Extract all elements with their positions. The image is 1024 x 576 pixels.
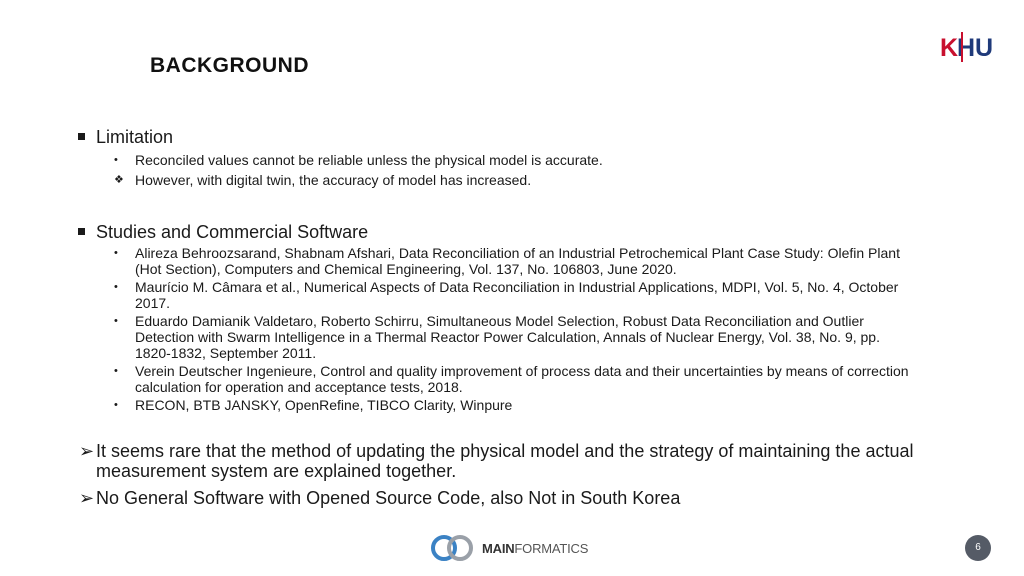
list-item: • Eduardo Damianik Valdetaro, Roberto Schirru, Simultaneous Model Selection, Robust Data Reconciliation and Outlier Detection with Swarm Intelligence in a Thermal Reactor Power Calculation, Annals of Nuclear Energy, Vol. 38, No. 9, pp. 1820-1832, September 2011. [114, 313, 880, 361]
mainformatics-logo-text: MAINFORMATICS [482, 540, 589, 556]
studies-section [78, 221, 914, 413]
dot-bullet-icon: • [114, 315, 118, 327]
studies-heading: Studies and Commercial Software [96, 222, 369, 242]
dot-bullet-icon: • [114, 281, 118, 293]
slide-title: BACKGROUND [150, 54, 309, 77]
conclusion-item: ➢ It seems rare that the method of updating the physical model and the strategy of maintaining the actual measurement system are explained together. [79, 441, 914, 481]
list-item: • Reconciled values cannot be reliable unless the physical model is accurate. [114, 152, 603, 168]
khu-logo-h: H [957, 34, 976, 62]
arrow-bullet-icon: ➢ [79, 488, 95, 508]
list-item: • Verein Deutscher Ingenieure, Control and quality improvement of process data and their uncertainties by means of correction calculation for operation and acceptance tests, 2018. [114, 363, 909, 395]
studies-heading-row [78, 221, 914, 243]
limitation-heading-row [78, 126, 914, 148]
list-item: • Alireza Behroozsarand, Shabnam Afshari, Data Reconciliation of an Industrial Petrochemical Plant Case Study: Olefin Plant (Hot Section), Computers and Chemical Engineering, Vol. 137, No. 106803, June 2020. [114, 245, 900, 277]
diamond-bullet-icon: ❖ [114, 174, 124, 186]
dot-bullet-icon: • [114, 247, 118, 259]
arrow-bullet-icon: ➢ [79, 441, 95, 461]
dot-bullet-icon: • [114, 154, 118, 166]
square-bullet-icon [78, 133, 85, 140]
square-bullet-icon [78, 228, 85, 235]
mainformatics-logo-icon [430, 533, 474, 563]
mainformatics-logo [430, 533, 588, 563]
list-item: • Maurício M. Câmara et al., Numerical Aspects of Data Reconciliation in Industrial Applications, MDPI, Vol. 5, No. 4, October 2017. [114, 279, 899, 311]
list-item: • RECON, BTB JANSKY, OpenRefine, TIBCO Clarity, Winpure [114, 397, 513, 413]
limitation-section [78, 126, 914, 188]
khu-logo-k: K [940, 34, 959, 62]
khu-logo-u: U [975, 34, 994, 62]
dot-bullet-icon: • [114, 399, 118, 411]
limitation-heading: Limitation [96, 127, 174, 147]
conclusion-item: ➢ No General Software with Opened Source Code, also Not in South Korea [79, 488, 681, 508]
list-item: ❖ However, with digital twin, the accuracy of model has increased. [114, 172, 532, 188]
page-number: 6 [965, 535, 991, 561]
dot-bullet-icon: • [114, 365, 118, 377]
khu-logo [940, 30, 994, 64]
